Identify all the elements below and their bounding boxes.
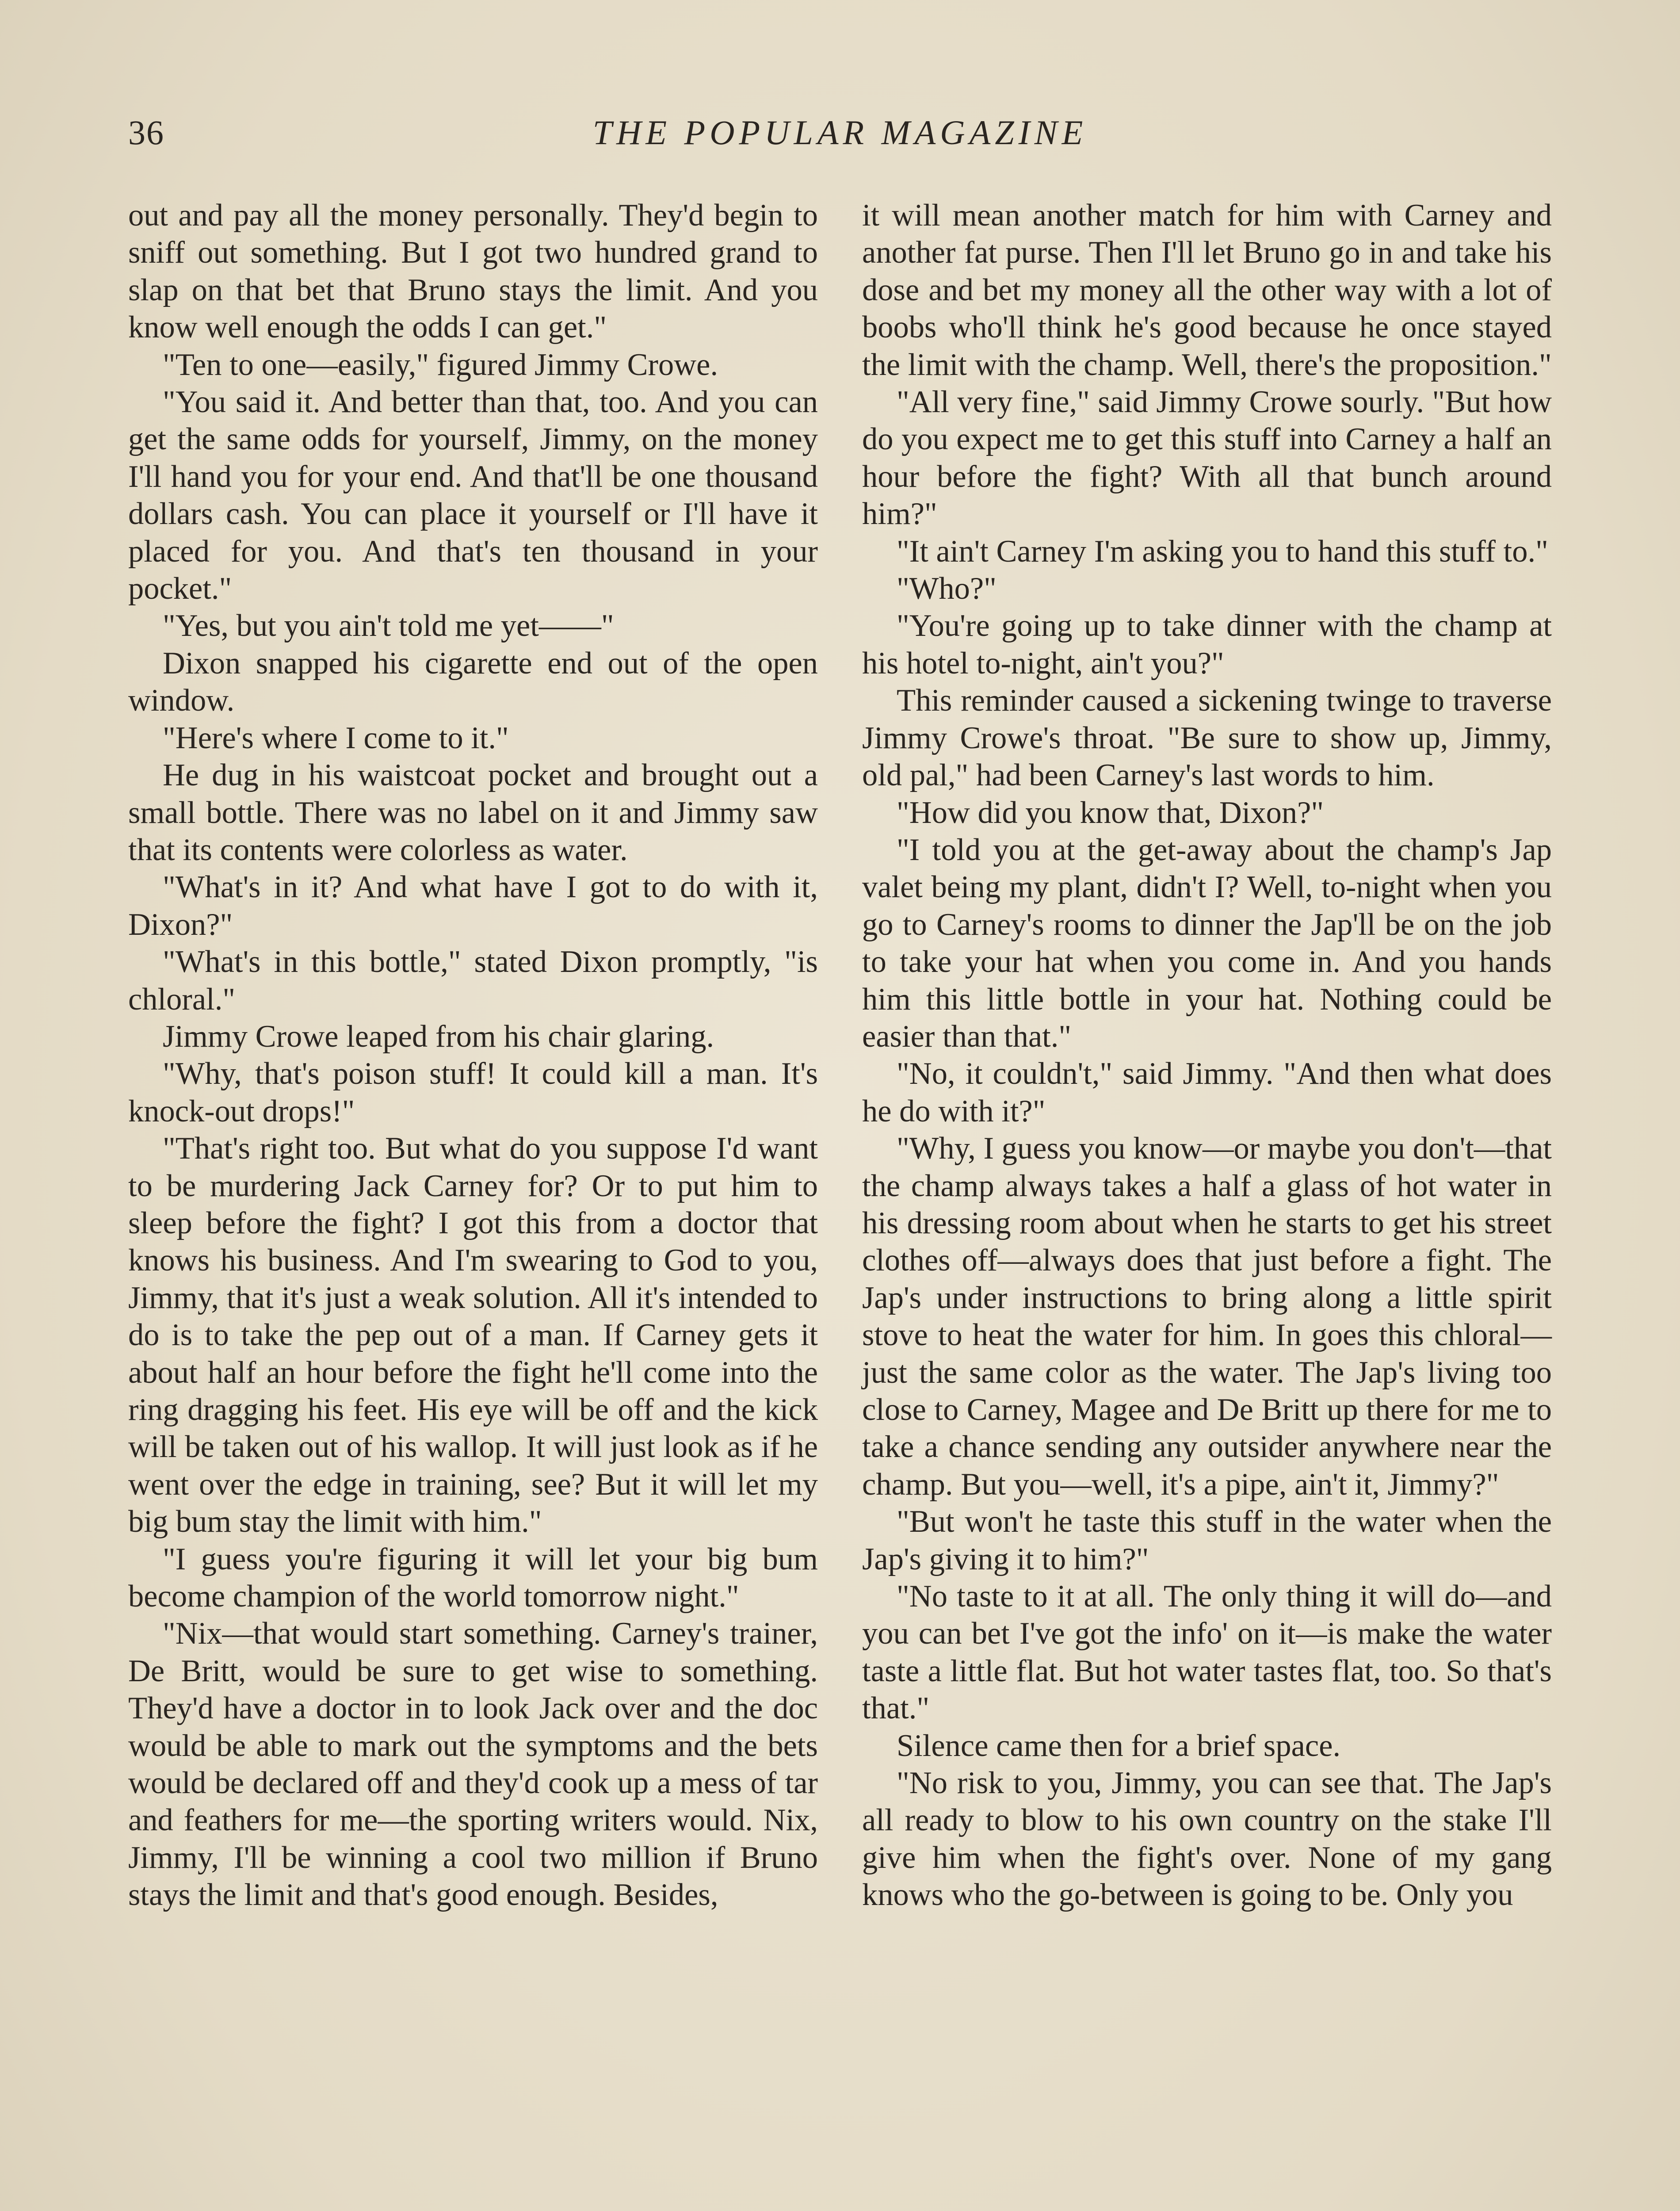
paragraph: He dug in his waistcoat pocket and brought out a small bottle. There was no label on it and Jimmy saw that its contents were colorless as water.: [128, 758, 818, 867]
paragraph: "How did you know that, Dixon?": [897, 795, 1324, 830]
paragraph: it will mean another match for him with Carney and another fat purse. Then I'll let Bruno go in and take his dose and bet my money all the other way with a lot of boobs who'll think he's good because he once stayed the limit with the champ. Well, there's the proposition.": [862, 198, 1552, 382]
paragraph: "I told you at the get-away about the champ's Jap valet being my plant, didn't I? Well, to-night when you go to Carney's rooms to dinner the Jap'll be on the job to take your hat when you come in. And you hands him this little bottle in your hat. Nothing could be easier than that.": [862, 832, 1552, 1054]
paragraph: Jimmy Crowe leaped from his chair glaring.: [163, 1019, 714, 1054]
paragraph: "It ain't Carney I'm asking you to hand this stuff to.": [897, 534, 1548, 569]
paragraph: "Why, I guess you know—or maybe you don't—that the champ always takes a half a glass of hot water in his dressing room about when he starts to get his street clothes off—always does that just before a fight. The Jap's under instructions to bring along a little spirit stove to heat the water for him. In goes this chloral—just the same color as the water. The Jap's living too close to Carney, Magee and De Britt up there for me to take a chance sending any outsider anywhere near the champ. But you—well, it's a pipe, ain't it, Jimmy?": [862, 1131, 1552, 1502]
paragraph: Silence came then for a brief space.: [897, 1728, 1341, 1763]
paragraph: "No, it couldn't," said Jimmy. "And then what does he do with it?": [862, 1056, 1552, 1128]
paragraph: "That's right too. But what do you suppose I'd want to be murdering Jack Carney for? Or to put him to sleep before the fight? I got this from a doctor that knows his business. And I'm swearing to God to you, Jimmy, that it's just a weak solution. All it's intended to do is to take the pep out of a man. If Carney gets it about half an hour before the fight he'll come into the ring dragging his feet. His eye will be off and the kick will be taken out of his wallop. It will just look as if he went over the edge in training, see? But it will let my big bum stay the limit with him.": [128, 1131, 818, 1539]
paragraph: "No taste to it at all. The only thing it will do—and you can bet I've got the info' on it—is make the water taste a little flat. But hot water tastes flat, too. So that's that.": [862, 1579, 1552, 1726]
paragraph: "Why, that's poison stuff! It could kill a man. It's knock-out drops!": [128, 1056, 818, 1128]
paragraph: "Here's where I come to it.": [163, 720, 509, 755]
paragraph: "You're going up to take dinner with the champ at his hotel to-night, ain't you?": [862, 608, 1552, 681]
paragraph: "Who?": [897, 571, 997, 606]
paragraph: "All very fine," said Jimmy Crowe sourly. "But how do you expect me to get this stuff into Carney a half an hour before the fight? With all that bunch around him?": [862, 385, 1552, 532]
paragraph: "But won't he taste this stuff in the water when the Jap's giving it to him?": [862, 1504, 1552, 1576]
paragraph: "Nix—that would start something. Carney's trainer, De Britt, would be sure to get wise to something. They'd have a doctor in to look Jack over and the doc would be able to mark out the symptoms and the bets would be declared off and they'd cook up a mess of tar and feathers for me—the sporting writers would. Nix, Jimmy, I'll be winning a cool two million if Bruno stays the limit and that's good enough. Besides,: [128, 1616, 818, 1913]
paragraph: "You said it. And better than that, too. And you can get the same odds for yourself, Jimmy, on the money I'll hand you for your end. And that'll be one thousand dollars cash. You can place it yourself or I'll have it placed for you. And that's ten thousand in your pocket.": [128, 385, 818, 606]
paragraph: This reminder caused a sickening twinge to traverse Jimmy Crowe's throat. "Be sure to show up, Jimmy, old pal," had been Carney's last words to him.: [862, 683, 1552, 793]
paragraph: "Yes, but you ain't told me yet——": [163, 608, 614, 643]
page-number: 36: [128, 113, 164, 152]
right-text-column: [862, 197, 1552, 1914]
page-header: [128, 113, 1552, 166]
paragraph: "What's in this bottle," stated Dixon promptly, "is chloral.": [128, 945, 818, 1017]
paragraph: Dixon snapped his cigarette end out of the open window.: [128, 646, 818, 718]
paragraph: "What's in it? And what have I got to do with it, Dixon?": [128, 870, 818, 942]
paragraph: "No risk to you, Jimmy, you can see that. The Jap's all ready to blow to his own country on the stake I'll give him when the fight's over. None of my gang knows who the go-between is going to be. Only you: [862, 1766, 1552, 1913]
paragraph: "Ten to one—easily," figured Jimmy Crowe.: [163, 347, 718, 382]
paragraph: out and pay all the money personally. They'd begin to sniff out something. But I got two hundred grand to slap on that bet that Bruno stays the limit. And you know well enough the odds I can get.": [128, 198, 818, 345]
paragraph: "I guess you're figuring it will let your big bum become champion of the world tomorrow night.": [128, 1542, 818, 1614]
running-title: THE POPULAR MAGAZINE: [592, 113, 1088, 152]
left-text-column: [128, 197, 818, 1914]
